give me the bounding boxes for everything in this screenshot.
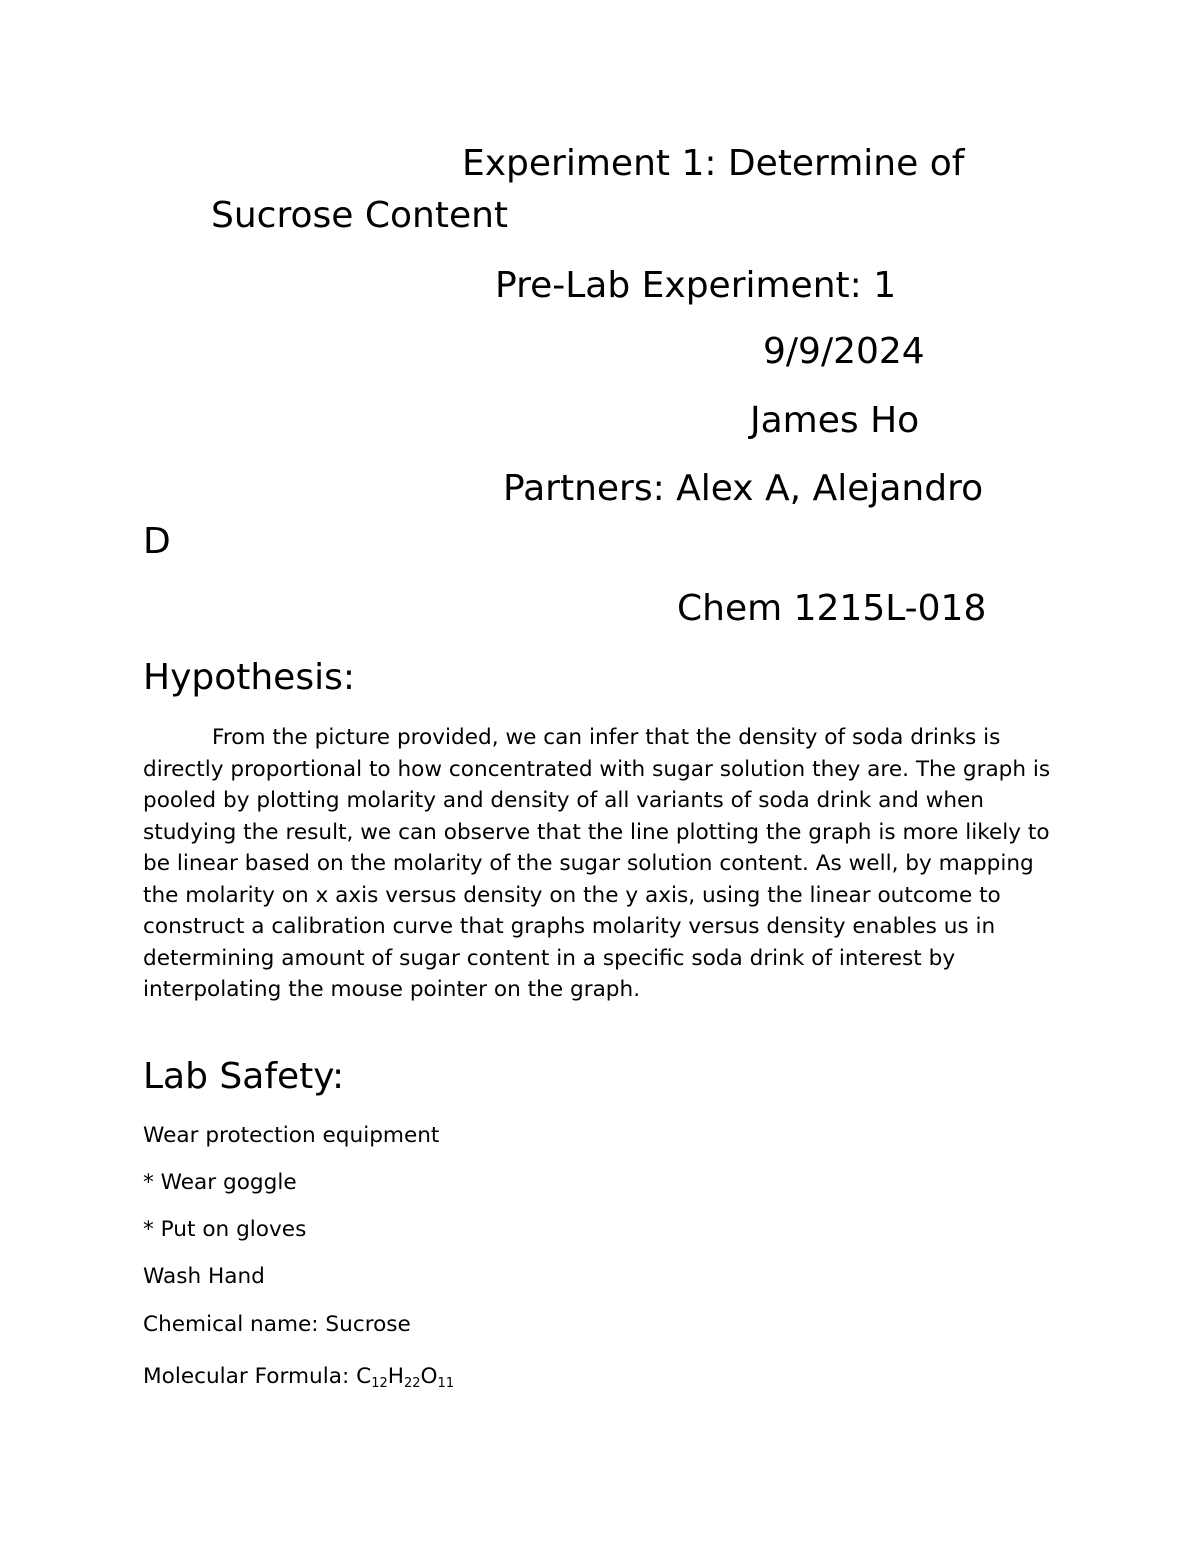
hypothesis-heading: Hypothesis:: [143, 657, 355, 698]
hypothesis-paragraph: From the picture provided, we can infer that the density of soda drinks is directly proportional to how concentrated with sugar solution they are. The graph is pooled by plotting molarity and density of all variants of soda drink and when studying the result, we can observe that the line plotting the graph is more likely to be linear based on the molarity of the sugar solution content. As well, by mapping the molarity on x axis versus density on the y axis, using the linear outcome to construct a calibration curve that graphs molarity versus density enables us in determining amount of sugar content in a specific soda drink of interest by interpolating the mouse pointer on the graph.: [143, 725, 1051, 1002]
safety-item: * Put on gloves: [143, 1217, 307, 1242]
formula-carbon: C: [356, 1364, 372, 1389]
prelab-label: Pre-Lab Experiment: 1: [495, 265, 897, 306]
molecular-formula-line: [143, 1363, 454, 1391]
author-name: James Ho: [750, 400, 920, 441]
title-line-2: Sucrose Content: [211, 195, 509, 236]
safety-item: Wear protection equipment: [143, 1123, 440, 1148]
safety-item: Wash Hand: [143, 1264, 265, 1289]
course-code: Chem 1215L-018: [677, 588, 987, 629]
formula-oxygen: O: [420, 1364, 438, 1389]
formula-hydrogen: H: [387, 1364, 404, 1389]
formula-carbon-count: 12: [371, 1376, 388, 1391]
molecular-formula-label: Molecular Formula:: [143, 1364, 357, 1389]
formula-oxygen-count: 11: [437, 1376, 455, 1391]
lab-safety-heading: Lab Safety:: [143, 1056, 345, 1097]
partners-line-2: D: [143, 521, 171, 562]
date: 9/9/2024: [763, 331, 925, 372]
title-line-1: Experiment 1: Determine of: [462, 143, 965, 184]
partners-line-1: Partners: Alex A, Alejandro: [503, 468, 984, 509]
safety-item: Chemical name: Sucrose: [143, 1312, 411, 1337]
formula-hydrogen-count: 22: [404, 1376, 421, 1391]
safety-item: * Wear goggle: [143, 1170, 297, 1195]
